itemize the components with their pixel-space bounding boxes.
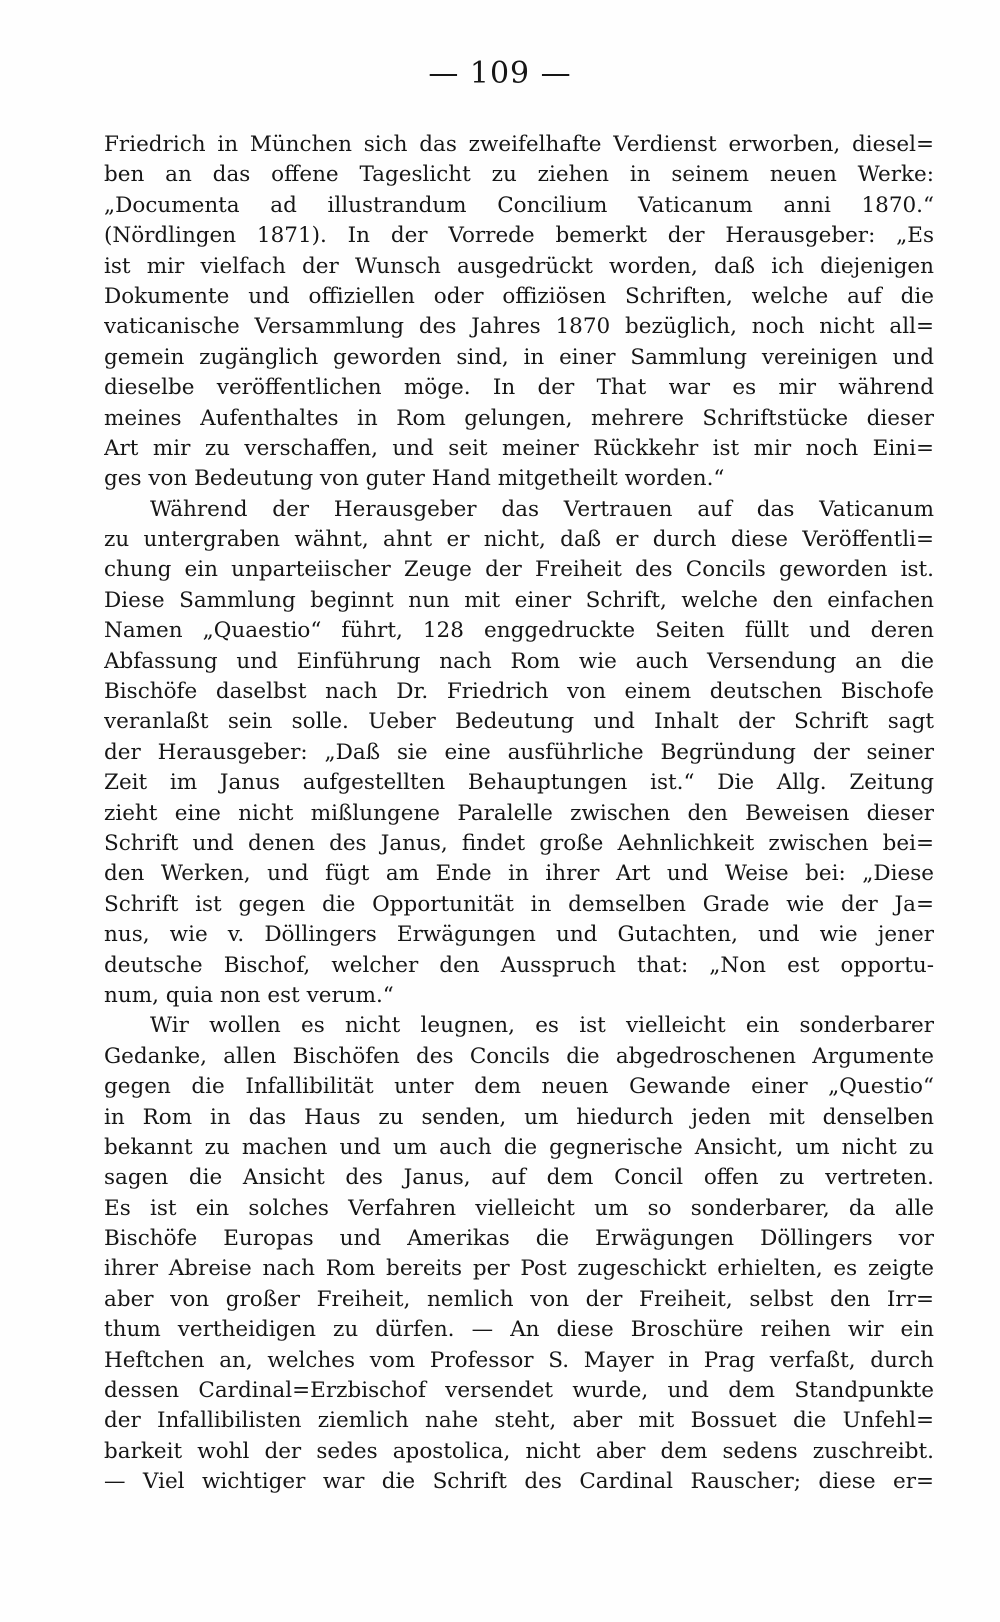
text-line: thum vertheidigen zu dürfen. — An diese Broschüre reihen wir ein xyxy=(104,1317,934,1343)
text-line: — Viel wichtiger war die Schrift des Cardinal Rauscher; diese er= xyxy=(104,1469,934,1495)
body-text xyxy=(104,130,934,1498)
text-line: der Infallibilisten ziemlich nahe steht, aber mit Bossuet die Unfehl= xyxy=(104,1408,934,1434)
text-line: ihrer Abreise nach Rom bereits per Post zugeschickt erhielten, es zeigte xyxy=(104,1256,934,1282)
paragraph-3 xyxy=(104,1011,934,1497)
text-line: dessen Cardinal=Erzbischof versendet wurde, und dem Standpunkte xyxy=(104,1378,934,1404)
paragraph-2 xyxy=(104,495,934,1012)
text-line: den Werken, und fügt am Ende in ihrer Art und Weise bei: „Diese xyxy=(104,861,934,887)
text-line: Bischöfe daselbst nach Dr. Friedrich von einem deutschen Bischofe xyxy=(104,679,934,705)
text-line: bekannt zu machen und um auch die gegnerische Ansicht, um nicht zu xyxy=(104,1134,934,1160)
text-line: Dokumente und offiziellen oder offiziösen Schriften, welche auf die xyxy=(104,283,934,309)
text-line: gegen die Infallibilität unter dem neuen Gewande einer „Questio“ xyxy=(104,1074,934,1100)
text-line: Heftchen an, welches vom Professor S. Mayer in Prag verfaßt, durch xyxy=(104,1347,934,1373)
text-line: ges von Bedeutung von guter Hand mitgetheilt worden.“ xyxy=(104,466,725,492)
text-line: Namen „Quaestio“ führt, 128 enggedruckte Seiten füllt und deren xyxy=(104,618,934,644)
text-line: Schrift ist gegen die Opportunität in demselben Grade wie der Ja= xyxy=(104,891,934,917)
text-line: meines Aufenthaltes in Rom gelungen, mehrere Schriftstücke dieser xyxy=(104,405,934,431)
text-line: Diese Sammlung beginnt nun mit einer Schrift, welche den einfachen xyxy=(104,587,934,613)
text-line: num, quia non est verum.“ xyxy=(104,982,394,1008)
text-line: in Rom in das Haus zu senden, um hiedurch jeden mit denselben xyxy=(104,1104,934,1130)
text-line: nus, wie v. Döllingers Erwägungen und Gutachten, und wie jener xyxy=(104,922,934,948)
text-line: Abfassung und Einführung nach Rom wie auch Versendung an die xyxy=(104,648,934,674)
text-line: Zeit im Janus aufgestellten Behauptungen ist.“ Die Allg. Zeitung xyxy=(104,770,934,796)
text-line: veranlaßt sein solle. Ueber Bedeutung und Inhalt der Schrift sagt xyxy=(104,709,934,735)
text-line: zieht eine nicht mißlungene Paralelle zwischen den Beweisen dieser xyxy=(104,800,934,826)
page-number: — 109 — xyxy=(428,56,572,91)
text-line: vaticanische Versammlung des Jahres 1870 bezüglich, noch nicht all= xyxy=(104,314,934,340)
text-line: aber von großer Freiheit, nemlich von der Freiheit, selbst den Irr= xyxy=(104,1286,934,1312)
text-line: barkeit wohl der sedes apostolica, nicht aber dem sedens zuschreibt. xyxy=(104,1438,934,1464)
paragraph-1 xyxy=(104,130,934,495)
text-line: Wir wollen es nicht leugnen, es ist vielleicht ein sonderbarer xyxy=(150,1013,934,1039)
text-line: ist mir vielfach der Wunsch ausgedrückt worden, daß ich diejenigen xyxy=(104,253,934,279)
text-line: Art mir zu verschaffen, und seit meiner Rückkehr ist mir noch Eini= xyxy=(104,435,934,461)
text-line: deutsche Bischof, welcher den Ausspruch that: „Non est opportu- xyxy=(104,952,934,978)
text-line: gemein zugänglich geworden sind, in einer Sammlung vereinigen und xyxy=(104,344,934,370)
text-line: Schrift und denen des Janus, findet große Aehnlichkeit zwischen bei= xyxy=(104,830,934,856)
text-line: „Documenta ad illustrandum Concilium Vaticanum anni 1870.“ xyxy=(104,192,934,218)
text-line: Bischöfe Europas und Amerikas die Erwägungen Döllingers vor xyxy=(104,1226,934,1252)
text-line: der Herausgeber: „Daß sie eine ausführliche Begründung der seiner xyxy=(104,739,934,765)
text-line: Es ist ein solches Verfahren vielleicht um so sonderbarer, da alle xyxy=(104,1195,934,1221)
text-line: Während der Herausgeber das Vertrauen auf das Vaticanum xyxy=(150,496,934,522)
text-line: (Nördlingen 1871). In der Vorrede bemerkt der Herausgeber: „Es xyxy=(104,223,934,249)
text-line: chung ein unparteiischer Zeuge der Freiheit des Concils geworden ist. xyxy=(104,557,934,583)
text-line: dieselbe veröffentlichen möge. In der That war es mir während xyxy=(104,375,934,401)
text-line: ben an das offene Tageslicht zu ziehen in seinem neuen Werke: xyxy=(104,162,934,188)
text-line: sagen die Ansicht des Janus, auf dem Concil offen zu vertreten. xyxy=(104,1165,934,1191)
text-line: zu untergraben wähnt, ahnt er nicht, daß er durch diese Veröffentli= xyxy=(104,527,934,553)
text-line: Gedanke, allen Bischöfen des Concils die abgedroschenen Argumente xyxy=(104,1043,934,1069)
text-line: Friedrich in München sich das zweifelhafte Verdienst erworben, diesel= xyxy=(104,132,934,157)
